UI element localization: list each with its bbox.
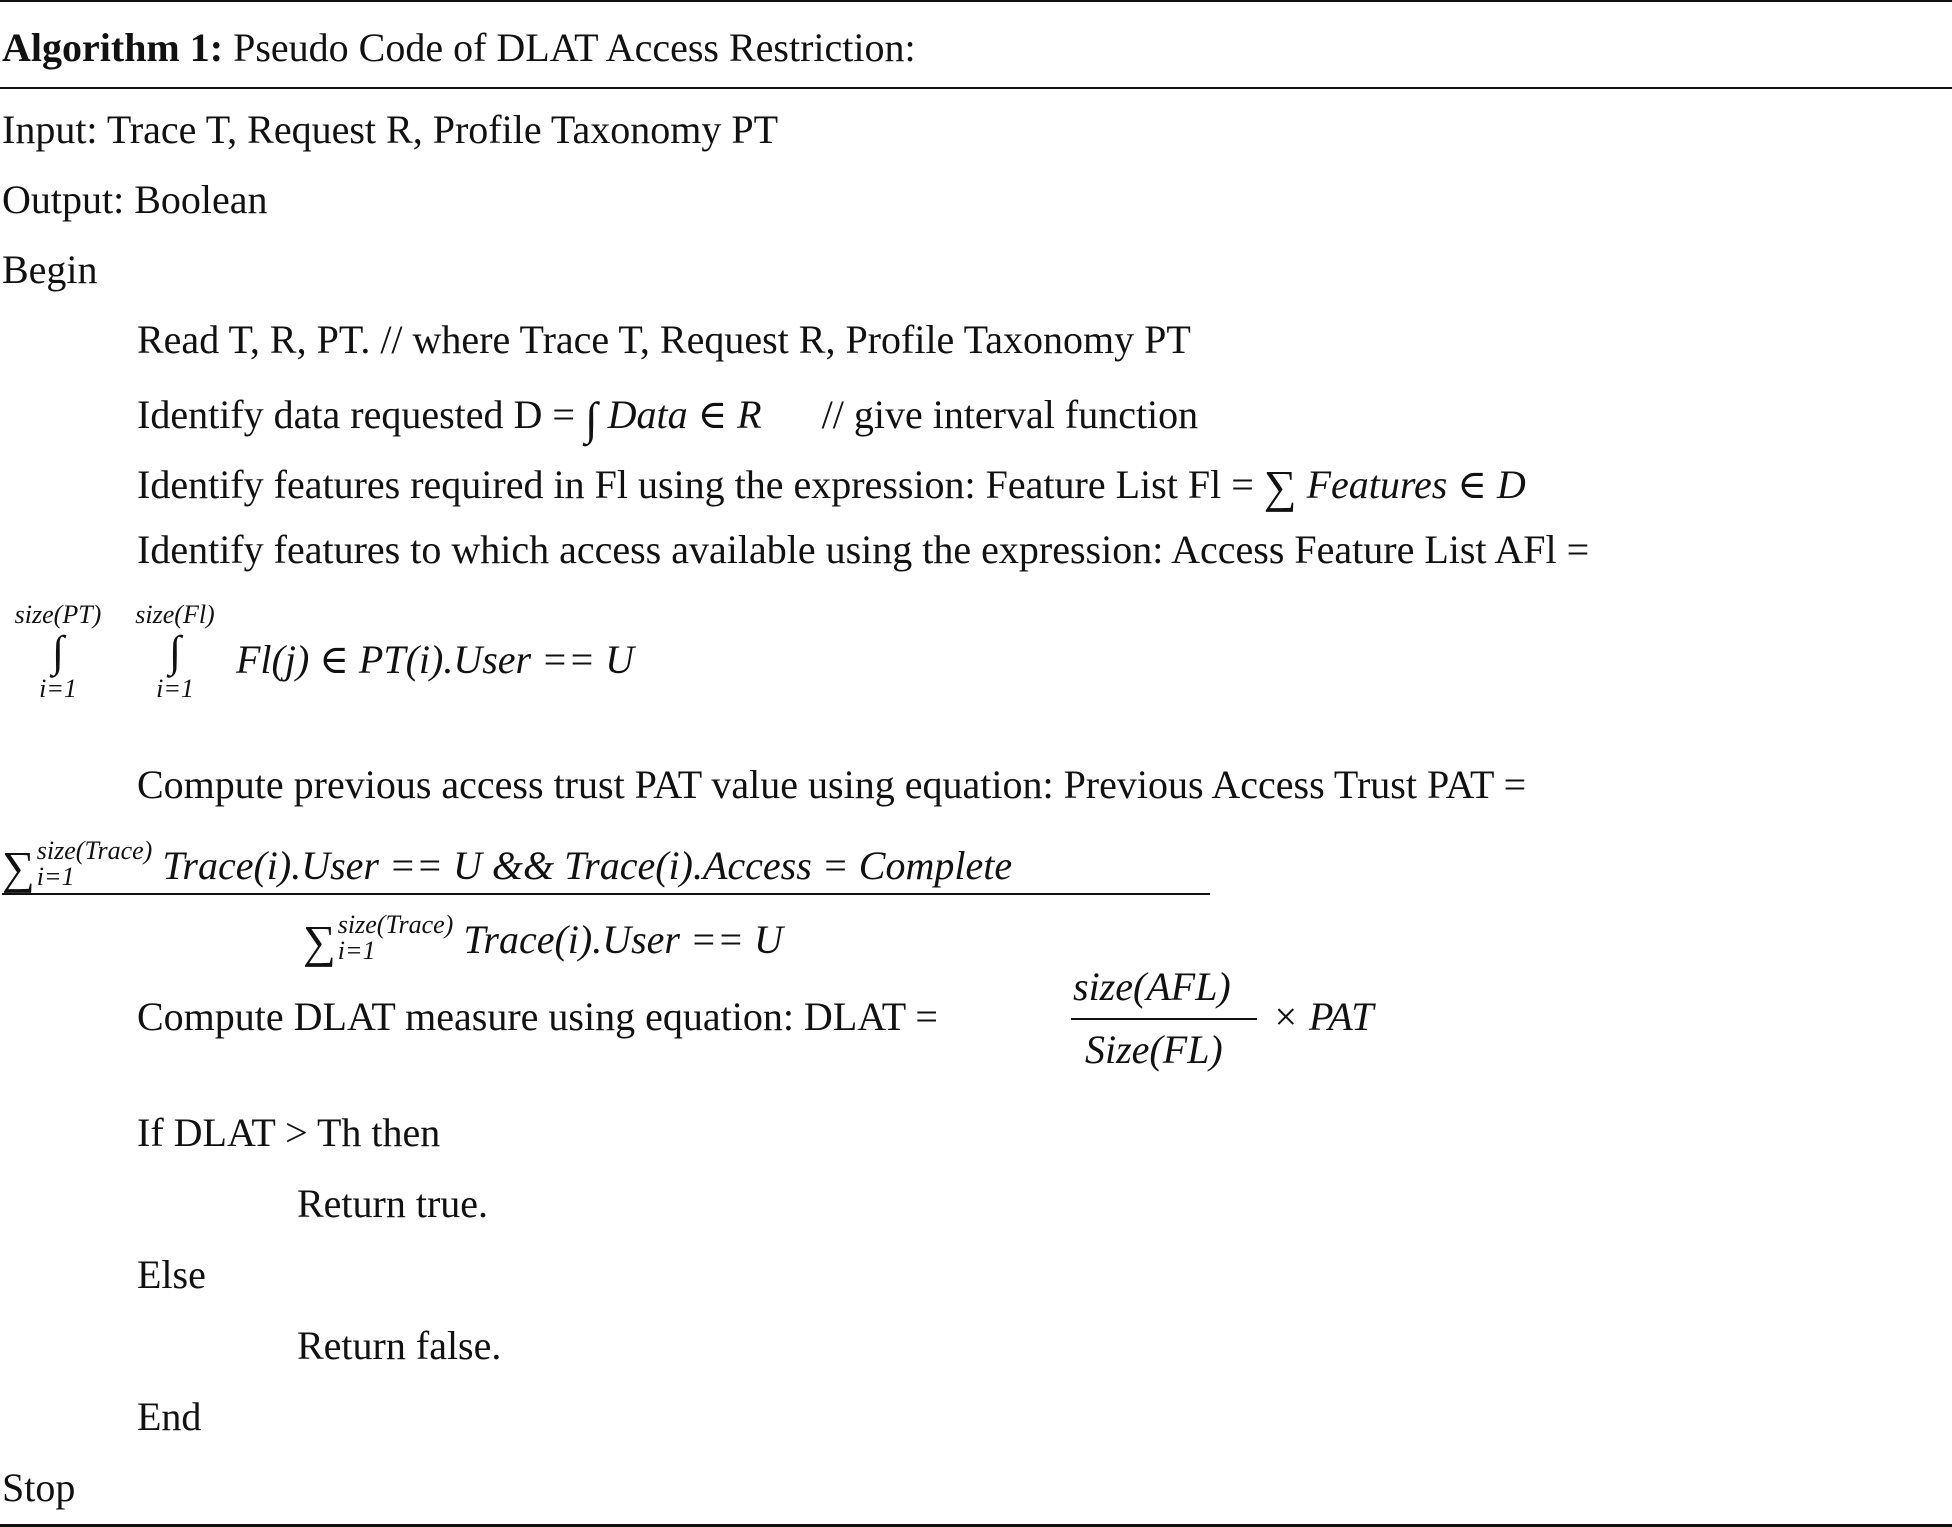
caption-rule bbox=[0, 87, 1952, 89]
compute-pat-line: Compute previous access trust PAT value using equation: Previous Access Trust PAT = bbox=[137, 762, 1527, 807]
input-line: Input: Trace T, Request R, Profile Taxonomy PT bbox=[2, 107, 779, 152]
top-rule bbox=[0, 0, 1952, 2]
identify-features-expr: Features ∈ D bbox=[1306, 462, 1526, 507]
pat-fraction-bar bbox=[2, 893, 1210, 895]
read-line: Read T, R, PT. // where Trace T, Request R, Profile Taxonomy PT bbox=[137, 317, 1191, 362]
else-line: Else bbox=[137, 1252, 206, 1297]
sum-symbol: ∑ bbox=[1263, 461, 1297, 512]
identify-data-prefix: Identify data requested D = bbox=[137, 392, 585, 437]
identify-data-comment: // give interval function bbox=[821, 392, 1199, 437]
end-line: End bbox=[137, 1394, 202, 1439]
pat-den-lower: i=1 bbox=[337, 936, 376, 965]
pat-den-sum-symbol: ∑ bbox=[303, 916, 336, 967]
dlat-fraction-bar bbox=[1071, 1018, 1257, 1020]
pat-denominator bbox=[303, 910, 783, 967]
pat-num-limits bbox=[37, 838, 153, 890]
afl-integral-symbol-1: ∫ bbox=[51, 627, 65, 676]
pat-num-sum-symbol: ∑ bbox=[2, 842, 35, 893]
identify-features-prefix: Identify features required in Fl using the expression: Feature List Fl = bbox=[137, 462, 1264, 507]
afl-integral-symbol-2: ∫ bbox=[168, 627, 182, 676]
output-line: Output: Boolean bbox=[2, 177, 268, 222]
identify-access-line: Identify features to which access available using the expression: Access Feature List AFl = bbox=[137, 527, 1590, 572]
dlat-denominator: Size(FL) bbox=[1085, 1027, 1223, 1072]
pat-num-expr: Trace(i).User == U && Trace(i).Access = Complete bbox=[162, 843, 1013, 888]
afl-expression: Fl(j) ∈ PT(i).User == U bbox=[236, 637, 634, 682]
if-line: If DLAT > Th then bbox=[137, 1110, 441, 1155]
afl-upper-limit-2: size(Fl) bbox=[135, 600, 215, 629]
pat-num-lower: i=1 bbox=[36, 862, 75, 891]
dlat-tail: × PAT bbox=[1272, 994, 1374, 1039]
dlat-numerator: size(AFL) bbox=[1073, 964, 1231, 1009]
return-true-line: Return true. bbox=[297, 1181, 489, 1226]
afl-integral-outer bbox=[2, 600, 114, 704]
pat-den-expr: Trace(i).User == U bbox=[463, 917, 783, 962]
return-false-line: Return false. bbox=[297, 1323, 502, 1368]
afl-lower-limit-1: i=1 bbox=[39, 674, 77, 703]
pat-den-limits bbox=[338, 912, 454, 964]
afl-integral-inner bbox=[120, 600, 230, 704]
algorithm-caption bbox=[2, 25, 916, 70]
identify-data-expr: Data ∈ R bbox=[607, 392, 762, 437]
compute-dlat-line: Compute DLAT measure using equation: DLAT = bbox=[137, 994, 938, 1039]
algorithm-label: Algorithm 1: bbox=[2, 25, 224, 70]
algorithm-title: Pseudo Code of DLAT Access Restriction: bbox=[223, 25, 916, 70]
identify-data-line bbox=[137, 390, 1199, 444]
integral-symbol: ∫ bbox=[584, 393, 598, 444]
stop-line: Stop bbox=[2, 1465, 76, 1510]
pat-den-upper: size(Trace) bbox=[337, 910, 454, 939]
begin-line: Begin bbox=[2, 247, 98, 292]
afl-lower-limit-2: i=1 bbox=[156, 674, 194, 703]
identify-features-line bbox=[137, 460, 1526, 512]
pat-numerator bbox=[2, 836, 1013, 893]
afl-upper-limit-1: size(PT) bbox=[14, 600, 102, 629]
pat-num-upper: size(Trace) bbox=[36, 836, 153, 865]
